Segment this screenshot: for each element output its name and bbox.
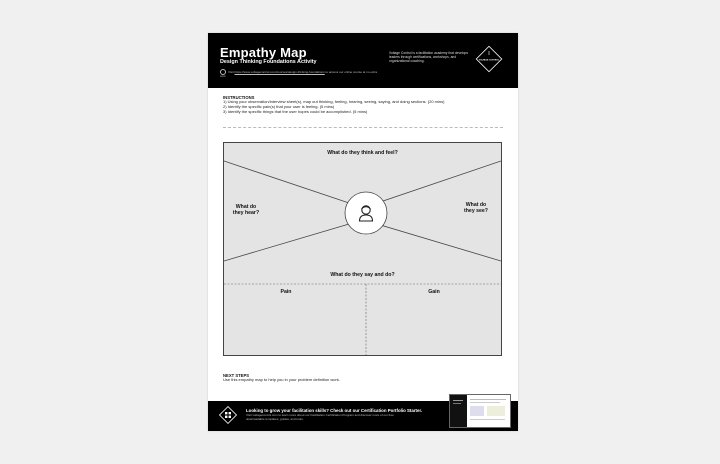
gain-label: Gain xyxy=(428,289,440,295)
empathy-map xyxy=(223,142,502,356)
see-label-line1: What do xyxy=(465,202,487,208)
pain-label: Pain xyxy=(280,289,292,295)
instruction-step: 2) Identify the specific pain(s) that your user is feeling. (5 mins) xyxy=(223,103,335,109)
see-label xyxy=(456,202,496,214)
footer-title: Looking to grow your facilitation skills? Check out our Certification Portfolio Starter. xyxy=(246,408,423,413)
say-do-label: What do they say and do? xyxy=(330,272,395,278)
page-title: Empathy Map xyxy=(220,45,307,60)
hear-label-line1: What do xyxy=(235,204,257,210)
next-steps-text: Use this empathy map to help you in your problem definition work. xyxy=(223,377,340,382)
hear-label xyxy=(226,204,266,216)
course-link[interactable]: https://www.voltagecontrol.com/courses/design-thinking-foundations xyxy=(234,69,325,74)
person-icon xyxy=(356,203,376,223)
footer-banner xyxy=(208,401,518,431)
header-banner xyxy=(208,33,518,88)
voltage-control-logo xyxy=(475,45,503,73)
hear-label-line2: they hear? xyxy=(232,210,260,216)
link-prefix: Visit xyxy=(228,69,234,74)
company-blurb: Voltage Control is a facilitation academy that develops leaders through certifications, workshops, and organizational coaching. xyxy=(389,51,468,63)
link-suffix: to access our online course at no extra cost. xyxy=(220,69,378,78)
footer-logo xyxy=(218,405,238,425)
portfolio-preview-thumbnail xyxy=(449,394,511,428)
instructions-title: INSTRUCTIONS xyxy=(223,95,255,100)
worksheet-page xyxy=(208,33,518,431)
next-steps-section xyxy=(223,373,503,383)
instructions-section xyxy=(223,95,503,114)
instruction-step: 1) Using your observation/interview sheet(s), map out thinking, feeling, hearing, seeing, saying, and doing sections. (20 mins) xyxy=(223,99,445,104)
map-lines xyxy=(224,143,501,355)
instruction-step: 3) Identify the specific things that the user hopes could be accomplished. (5 mins) xyxy=(223,108,368,114)
divider xyxy=(223,127,503,128)
footer-text: Visit voltagecontrol.com to learn more about our Facilitation Certification Program and discover more of our free downloadable templates, guides, and tools. xyxy=(246,413,394,421)
next-steps-title: NEXT STEPS xyxy=(223,373,250,378)
page-subtitle: Design Thinking Foundations Activity xyxy=(220,59,317,65)
course-link-note xyxy=(220,69,380,79)
logo-text: VOLTAGE CONTROL xyxy=(478,59,500,62)
see-label-line2: they see? xyxy=(464,208,488,214)
think-feel-label: What do they think and feel? xyxy=(327,150,398,156)
